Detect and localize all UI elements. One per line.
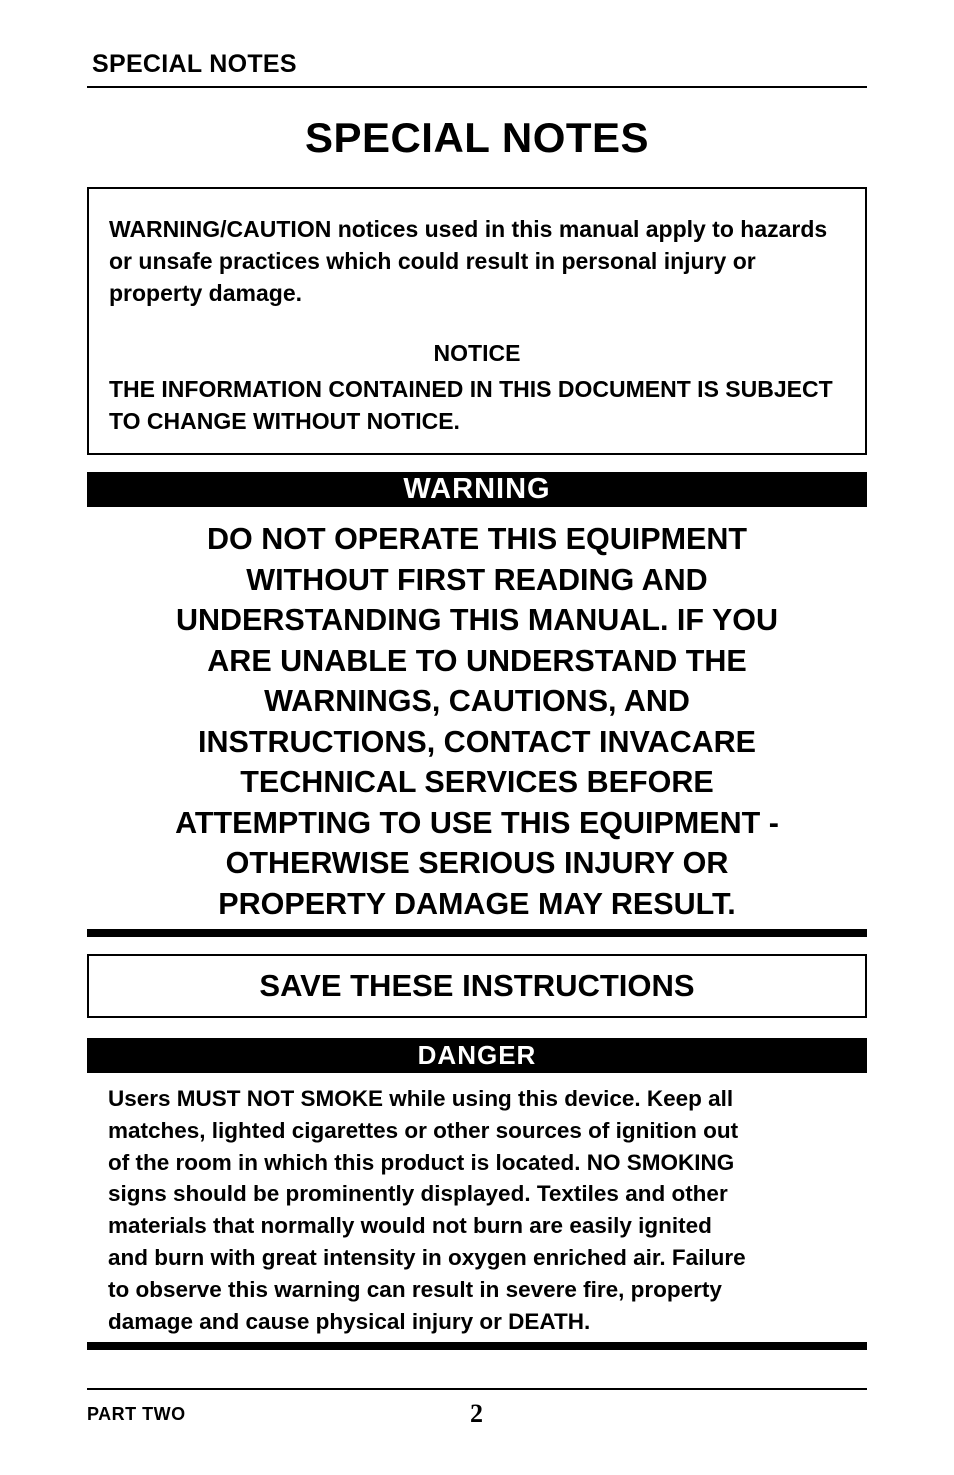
footer-rule [87, 1388, 867, 1390]
page-title: SPECIAL NOTES [304, 114, 650, 161]
danger-banner: DANGER [87, 1038, 867, 1073]
warning-line: ATTEMPTING TO USE THIS EQUIPMENT - [175, 805, 779, 840]
danger-line: Users MUST NOT SMOKE while using this device. Keep all [108, 1086, 734, 1111]
danger-line: and burn with great intensity in oxygen enriched air. Failure [108, 1244, 746, 1270]
footer-section-label: PART TWO [87, 1404, 186, 1424]
running-header: SPECIAL NOTES [92, 50, 297, 78]
notice-body: THE INFORMATION CONTAINED IN THIS DOCUMENT IS SUBJECT TO CHANGE WITHOUT NOTICE. [109, 376, 833, 434]
warning-text [87, 519, 867, 924]
header-rule [87, 86, 867, 88]
warning-bottom-rule [87, 929, 867, 937]
danger-line: materials that normally would not burn are easily ignited [108, 1213, 712, 1239]
warning-line: DO NOT OPERATE THIS EQUIPMENT [207, 522, 747, 556]
caution-notice-rest: notices used in this manual apply to hazards or unsafe practices which could result in personal injury or property damage. [109, 216, 828, 306]
danger-line: of the room in which this product is located. NO SMOKING [108, 1149, 735, 1175]
save-instructions-box: SAVE THESE INSTRUCTIONS [87, 954, 867, 1018]
manual-page [87, 0, 867, 1475]
danger-line: signs should be prominently displayed. Textiles and other [108, 1181, 728, 1207]
warning-line: UNDERSTANDING THIS MANUAL. IF YOU [175, 603, 779, 637]
notice-title: NOTICE [433, 340, 521, 366]
warning-line: OTHERWISE SERIOUS INJURY OR [225, 846, 729, 880]
warning-line: WARNINGS, CAUTIONS, AND [264, 684, 690, 718]
warning-line: TECHNICAL SERVICES BEFORE [240, 765, 714, 799]
warning-line: ARE UNABLE TO UNDERSTAND THE [207, 643, 747, 678]
warning-line: PROPERTY DAMAGE MAY RESULT. [218, 886, 736, 921]
page-number: 2 [470, 1399, 483, 1428]
danger-text [108, 1083, 853, 1337]
danger-line: matches, lighted cigarettes or other sources of ignition out [108, 1117, 739, 1143]
danger-line: to observe this warning can result in severe fire, property [108, 1276, 722, 1302]
danger-line: damage and cause physical injury or DEATH. [108, 1308, 591, 1334]
warning-line: WITHOUT FIRST READING AND [246, 562, 708, 597]
warning-line: INSTRUCTIONS, CONTACT INVACARE [197, 724, 757, 759]
caution-notice-lead: WARNING/CAUTION [109, 216, 332, 242]
warning-banner: WARNING [87, 472, 867, 507]
notice-box [87, 187, 867, 455]
danger-bottom-rule [87, 1342, 867, 1350]
caution-notice-text [109, 213, 849, 309]
